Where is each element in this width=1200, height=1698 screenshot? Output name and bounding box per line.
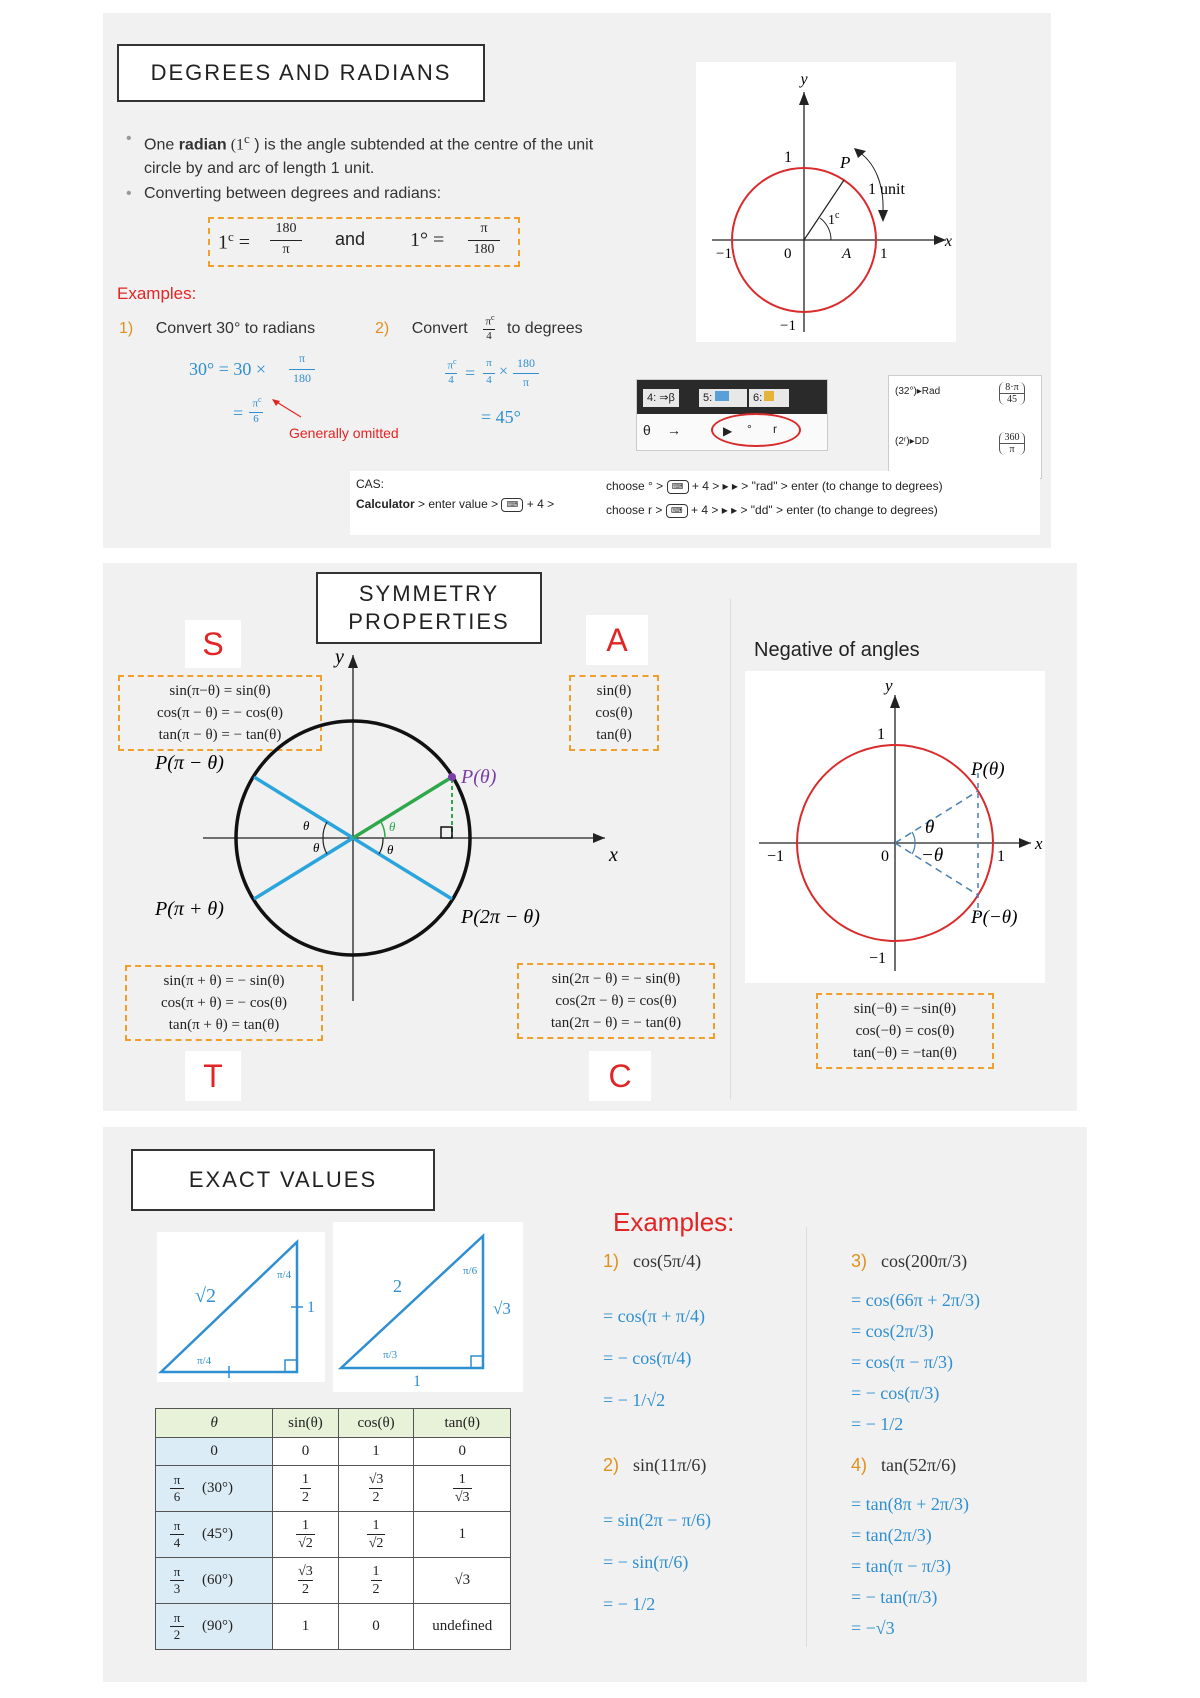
table-header-cos: cos(θ) [338,1409,414,1438]
table-row [156,1604,511,1650]
symmetry-y-label: y [335,646,344,668]
cas-instructions [350,471,1040,535]
cas-rad-result-den: 45 [1000,393,1024,405]
negative-angles-title: Negative of angles [754,639,920,661]
symmetry-p-2pi-minus: P(2π − θ) [461,906,540,928]
formula-and: and [335,229,366,249]
quadrant-a-label: A [586,615,648,665]
ex1-line2-den: 6 [253,413,259,425]
ex1-note: Generally omitted [289,425,399,441]
exact-example-num: 3) [851,1251,868,1271]
tri2-angle-top: π/6 [463,1265,478,1277]
formula-left-num: 180 [275,221,297,236]
exact-example-line: = − sin(π/6) [603,1552,689,1572]
exact-example-num: 2) [603,1455,620,1475]
conversion-formula-box: $1^c$ = 180 π and 1° = π 180 [208,217,520,267]
table-row [156,1466,511,1512]
box-t-cos: cos(π + θ) = − cos(θ) [160,995,288,1011]
box-a-tan: tan(θ) [596,727,632,743]
neg-p-minus-theta: P(−θ) [971,907,1018,928]
table-rad-den: 6 [170,1488,184,1505]
table-cell-cos: 1 [338,1438,414,1466]
table-header-theta: θ [156,1409,273,1438]
triangle-45-diagram [157,1232,325,1382]
exact-example-head: cos(5π/4) [633,1251,702,1271]
exact-example-num: 4) [851,1455,868,1475]
exact-example-line: = −√3 [851,1618,895,1638]
exact-values-title [131,1149,435,1211]
cas-keyboard-icon: ⌨ [666,504,688,518]
exact-values-panel [103,1127,1087,1682]
bullet1-sup: c [244,131,250,146]
ex1-num: 1) [119,320,134,337]
table-rad-den: 4 [170,1534,184,1551]
unit-circle-arc-label: 1 unit [868,181,905,198]
formula-left-lhs: 1 [218,231,228,254]
cas-dd-result-num: 360 [1004,432,1020,443]
table-cell-sin: 1 [273,1604,338,1650]
negative-angle-diagram [745,671,1045,983]
cas-dd-result-den: π [1000,443,1024,455]
symmetry-title-line2: PROPERTIES [348,609,510,634]
box-c-tan: tan(2π − θ) = − tan(θ) [550,1015,682,1031]
box-t-tan: tan(π + θ) = tan(θ) [168,1017,280,1033]
exact-examples-label: Examples: [613,1207,735,1237]
exact-values-table [155,1408,511,1650]
table-deg: (45°) [202,1525,233,1542]
table-cell-cos: $\frac{1}{√2}$ [338,1512,414,1558]
degrees-title-text: DEGREES AND RADIANS [150,60,452,85]
ex2-num: 2) [375,320,390,337]
ex2-line1-num2: π [486,357,492,369]
exact-example-line: = cos(66π + 2π/3) [851,1290,980,1310]
ex1-line1: 30° = 30 × [189,359,267,379]
exact-example-head: sin(11π/6) [633,1455,707,1475]
cas-keyboard-icon: ⌨ [501,498,523,512]
neg-one-x: 1 [997,848,1005,865]
exact-example-line: = tan(2π/3) [851,1525,932,1545]
cas-tab-5[interactable]: 5: [703,392,713,404]
exact-example-line: = cos(π − π/3) [851,1352,953,1372]
ex1-line2-eq: = [233,403,244,423]
degrees-examples-label: Examples: [117,284,197,303]
symmetry-theta-c: θ [387,842,394,857]
table-deg: (90°) [202,1617,233,1634]
cas-calc-plus: + 4 > [523,497,555,511]
ex2-text-post: to degrees [507,320,583,337]
unit-circle-neg-one-y: −1 [780,318,796,334]
quadrant-s-label: S [185,620,241,668]
table-rad-den: 3 [170,1580,184,1597]
table-cell-tan: undefined [414,1604,511,1650]
table-rad-den: 2 [170,1626,184,1643]
exact-example-line: = cos(π + π/4) [603,1306,705,1326]
formula-left-den: π [282,242,290,257]
table-cell-tan: 1 [414,1512,511,1558]
bullet1-line2: circle by and arc of length 1 unit. [144,160,375,178]
cas-play-icon[interactable]: ▶ [723,424,733,438]
unit-circle-one-top: 1 [784,149,792,166]
ex2-line2: = 45° [481,407,521,427]
exact-example-line: = − tan(π/3) [851,1587,938,1607]
symmetry-p-theta: P(θ) [461,766,497,788]
cas-row2-post: + 4 > ▸ ▸ > "dd" > enter (to change to degrees) [687,503,938,517]
ex2-line1-times: × [499,363,509,380]
symmetry-theta-t: θ [313,840,320,855]
cas-degree-key[interactable]: ° [747,422,752,436]
box-a-cos: cos(θ) [595,705,633,721]
formula-right-den: 180 [473,242,495,257]
box-s-sin: sin(π−θ) = sin(θ) [169,683,271,699]
symmetry-title [316,572,542,644]
cas-theta-key[interactable]: θ [643,422,651,438]
neg-neg-one-x: −1 [767,848,785,865]
cas-results-screenshot [888,375,1042,479]
table-cell-tan: √3 [414,1558,511,1604]
unit-circle-neg-one-x: −1 [716,246,732,262]
table-cell-tan: 0 [414,1438,511,1466]
exact-example-line: = sin(2π − π/6) [603,1510,711,1530]
table-deg: (30°) [202,1479,233,1496]
cas-dd-entry: (2ʳ)▸DD [895,436,930,447]
box-a-sin: sin(θ) [596,683,632,699]
table-rad-num: π [173,1518,181,1533]
ex2-text-pre: Convert [411,320,468,337]
table-cell-angle [156,1466,273,1512]
symmetry-theta-green: θ [389,819,396,834]
table-cell-sin: 0 [273,1438,338,1466]
neg-one-top: 1 [877,726,885,743]
neg-x-label: x [1035,834,1043,853]
unit-circle-angle: 1$^c$ [828,210,840,228]
neg-theta: θ [925,817,935,838]
bullet1-bold: radian [178,136,227,154]
negative-angle-box [816,993,994,1069]
unit-circle-zero: 0 [784,246,792,262]
symmetry-panel [103,563,1077,1111]
table-cell-sin: $\frac{1}{√2}$ [273,1512,338,1558]
ex2-frac-sup: c [491,313,495,322]
table-cell-sin: $\frac{1}{2}$ [273,1466,338,1512]
conversion-bullet [144,185,441,203]
radian-unit-circle-diagram [696,62,956,342]
cas-row2-pre: choose r > [606,503,663,517]
symmetry-p-pi-plus: P(π + θ) [155,898,224,920]
box-s-cos: cos(π − θ) = − cos(θ) [156,705,284,721]
radian-definition [144,127,704,181]
degrees-panel [103,13,1051,548]
tri1-angle-bottom: π/4 [197,1355,212,1367]
table-header-sin: sin(θ) [273,1409,338,1438]
cas-row1-post: + 4 > ▸ ▸ > "rad" > enter (to change to degrees) [688,479,943,493]
symmetry-theta-s: θ [303,818,310,833]
cas-row1-pre: choose ° > [606,479,664,493]
symmetry-title-line1: SYMMETRY [358,581,500,606]
exact-example-line: = tan(8π + 2π/3) [851,1494,969,1514]
quadrant-t-label: T [185,1051,241,1101]
table-rad-num: π [173,1610,181,1625]
bullet2-text: Converting between degrees and radians: [144,185,442,202]
tri2-side-bottom: 1 [413,1373,421,1390]
exact-example-column-4 [851,1455,1071,1644]
ex2-frac-den: 4 [486,330,492,342]
exact-example-line: = − 1/2 [851,1414,904,1434]
symmetry-p-pi-minus: P(π − θ) [155,752,224,774]
cas-calc-bold: Calculator [356,497,415,511]
table-cell-sin: $\frac{√3}{2}$ [273,1558,338,1604]
neg-y-label: y [885,676,893,695]
exact-example-line: = tan(π − π/3) [851,1556,951,1576]
table-row [156,1438,511,1466]
tri1-angle-top: π/4 [277,1269,292,1281]
ex1-line1-den: 180 [293,371,311,385]
tri2-side-right: √3 [493,1299,511,1318]
table-deg: (60°) [202,1571,233,1588]
neg-zero: 0 [881,848,889,865]
cas-tab-4[interactable]: 4: ⇒β [643,389,679,407]
cas-radian-key[interactable]: r [773,422,777,436]
cas-rad-result-num: 8·π [1005,382,1019,393]
quadrant-c-label: C [589,1051,651,1101]
table-cell-angle [156,1558,273,1604]
exact-example-line: = − 1/√2 [603,1390,666,1410]
exact-values-title-text: EXACT VALUES [188,1167,378,1192]
tri1-side: 1 [307,1299,315,1316]
box-neg-tan: tan(−θ) = −tan(θ) [853,1045,957,1061]
exact-example-line: = − cos(π/3) [851,1383,940,1403]
table-header-tan: tan(θ) [414,1409,511,1438]
ex2-frac-num: π [485,315,491,328]
cas-tab-6[interactable]: 6: [753,392,763,404]
exact-example-head: cos(200π/3) [881,1251,968,1271]
tri2-hyp: 2 [393,1276,402,1296]
cas-highlight-ellipse [711,413,801,447]
ex2-line1-den3: π [522,375,530,389]
exact-example-column-3 [851,1251,1071,1440]
degrees-title [117,44,485,102]
box-c-cos: cos(2π − θ) = cos(θ) [555,993,677,1009]
exact-example-column-1 [603,1251,803,1421]
neg-p-theta: P(θ) [971,759,1005,780]
unit-circle-one-x: 1 [880,246,888,262]
cas-keyboard-icon: ⌨ [667,480,689,494]
box-neg-cos: cos(−θ) = cos(θ) [855,1023,955,1039]
cas-calc-text: > enter value > [414,497,502,511]
ex2-line1-mid: = [465,363,476,383]
note-arrow-icon [269,395,309,425]
table-row [156,1558,511,1604]
bullet1-post: ) is the angle subtended at the centre of the unit [249,136,594,154]
table-cell-angle [156,1512,273,1558]
tri2-angle-bottom: π/3 [383,1349,398,1361]
ex2-line1-den2: 4 [486,374,492,386]
table-cell-angle: 0 [156,1438,273,1466]
table-cell-cos: $\frac{√3}{2}$ [338,1466,414,1512]
ex1-line2-num: π [252,397,258,410]
table-cell-angle [156,1604,273,1650]
exact-example-line: = − 1/2 [603,1594,656,1614]
bullet1-sym: (1 [226,136,245,154]
exact-example-num: 1) [603,1251,620,1271]
formula-left-sup: c [228,229,234,244]
exact-example-column-2 [603,1455,803,1625]
ex2-line1-den: 4 [448,374,454,386]
symmetry-x-label: x [609,844,618,866]
box-neg-sin: sin(−θ) = −sin(θ) [853,1001,957,1017]
cas-toolbar-screenshot [636,379,828,451]
unit-circle-y-label: y [800,71,808,88]
formula-right-lhs: 1° = [410,229,445,251]
box-s-tan: tan(π − θ) = − tan(θ) [158,727,282,743]
exact-example-line: = − cos(π/4) [603,1348,692,1368]
exact-example-line: = cos(2π/3) [851,1321,934,1341]
ex2-line1-num3: 180 [517,356,535,370]
neg-neg-one-y: −1 [869,950,887,967]
cas-arrow-key[interactable]: → [667,422,681,438]
triangle-30-60-diagram [333,1222,523,1392]
table-row [156,1512,511,1558]
formula-right-num: π [480,221,488,236]
exact-example-head: tan(52π/6) [881,1455,957,1475]
box-t-sin: sin(π + θ) = − sin(θ) [163,973,285,989]
unit-circle-x-label: x [944,233,952,250]
cas-rad-entry: (32°)▸Rad [895,386,941,397]
bullet1-pre: One [144,136,179,154]
symmetry-circle-diagram [155,641,723,1011]
ex2-line1-sup: c [453,357,457,366]
ex1-line1-num: π [298,351,306,365]
table-cell-tan: $\frac{1}{√3}$ [414,1466,511,1512]
table-header-row [156,1409,511,1438]
ex2-line1-num: π [447,359,453,372]
unit-circle-point-p: P [840,153,851,172]
table-cell-cos: $\frac{1}{2}$ [338,1558,414,1604]
table-rad-num: π [173,1564,181,1579]
box-c-sin: sin(2π − θ) = − sin(θ) [551,971,681,987]
ex1-line2-sup: c [258,395,262,404]
table-rad-num: π [173,1472,181,1487]
table-cell-cos: 0 [338,1604,414,1650]
neg-minus-theta: −θ [921,845,944,866]
tri1-hyp: √2 [195,1285,216,1307]
unit-circle-point-a: A [842,246,852,262]
ex1-text: Convert 30° to radians [155,320,316,337]
cas-label: CAS: [356,477,385,491]
